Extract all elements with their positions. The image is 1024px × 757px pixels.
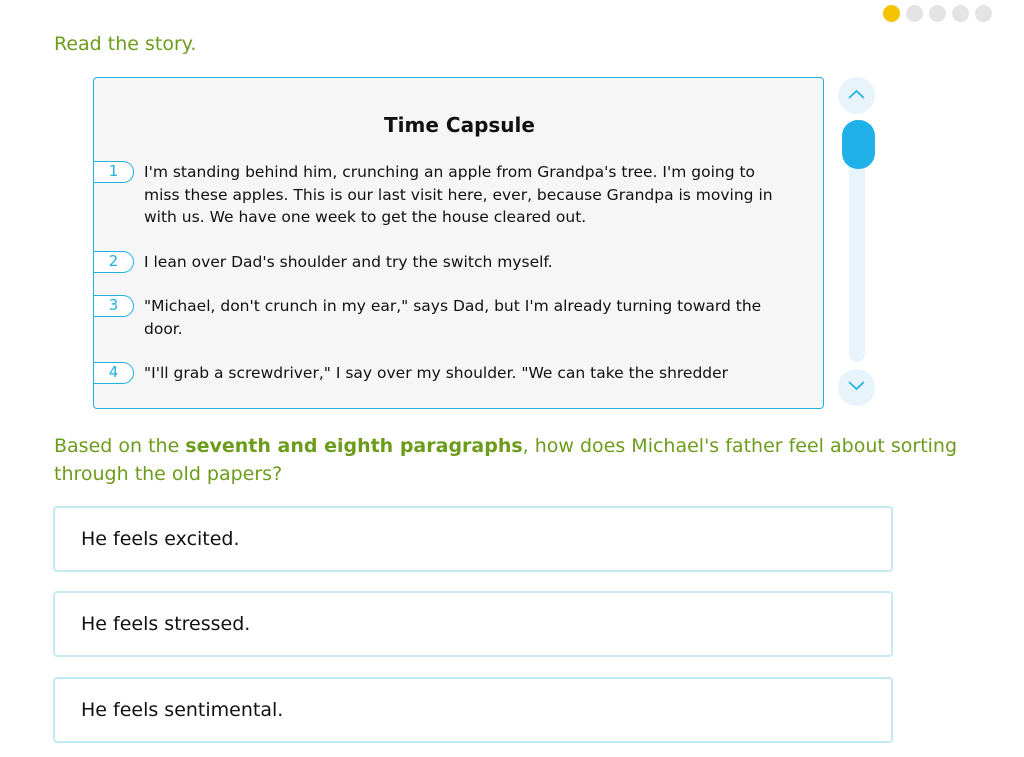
question-text <box>54 432 1014 488</box>
answer-option-1[interactable] <box>53 506 893 572</box>
progress-dot-5 <box>975 5 992 22</box>
paragraph-text: "I'll grab a screwdriver," I say over my shoulder. "We can take the shredder <box>144 364 729 382</box>
question-emphasis: seventh and eighth paragraphs <box>185 435 523 457</box>
paragraph-text: I'm standing behind him, crunching an apple from Grandpa's tree. I'm going to miss these apples. This is our last visit here, ever, because Grandpa is moving in with us. We have one week to get the house cleared out. <box>144 163 773 226</box>
paragraph-text: "Michael, don't crunch in my ear," says Dad, but I'm already turning toward the door. <box>144 297 762 338</box>
answer-label: He feels excited. <box>81 528 240 550</box>
answer-option-3[interactable] <box>53 677 893 743</box>
progress-dot-3 <box>929 5 946 22</box>
progress-dot-1 <box>883 5 900 22</box>
answer-label: He feels sentimental. <box>81 699 284 721</box>
chevron-up-icon <box>847 88 866 100</box>
scrollbar-thumb[interactable] <box>842 120 875 169</box>
paragraph-number: 1 <box>94 161 134 183</box>
paragraph-number: 2 <box>94 251 134 273</box>
progress-dot-2 <box>906 5 923 22</box>
question-prefix: Based on the <box>54 435 186 457</box>
paragraph-text: I lean over Dad's shoulder and try the switch myself. <box>144 253 553 271</box>
paragraph-number: 3 <box>94 295 134 317</box>
progress-dot-4 <box>952 5 969 22</box>
progress-indicator <box>883 5 992 22</box>
story-title: Time Capsule <box>384 113 535 137</box>
answer-label: He feels stressed. <box>81 613 251 635</box>
scroll-down-button[interactable] <box>838 369 875 406</box>
story-panel[interactable] <box>93 77 824 409</box>
scroll-up-button[interactable] <box>838 77 875 114</box>
question-suffix: , how does Michael's father feel about sorting through the old papers? <box>54 435 958 485</box>
instruction-text: Read the story. <box>54 33 197 55</box>
answer-option-2[interactable] <box>53 591 893 657</box>
chevron-down-icon <box>847 380 866 392</box>
paragraph-number: 4 <box>94 362 134 384</box>
